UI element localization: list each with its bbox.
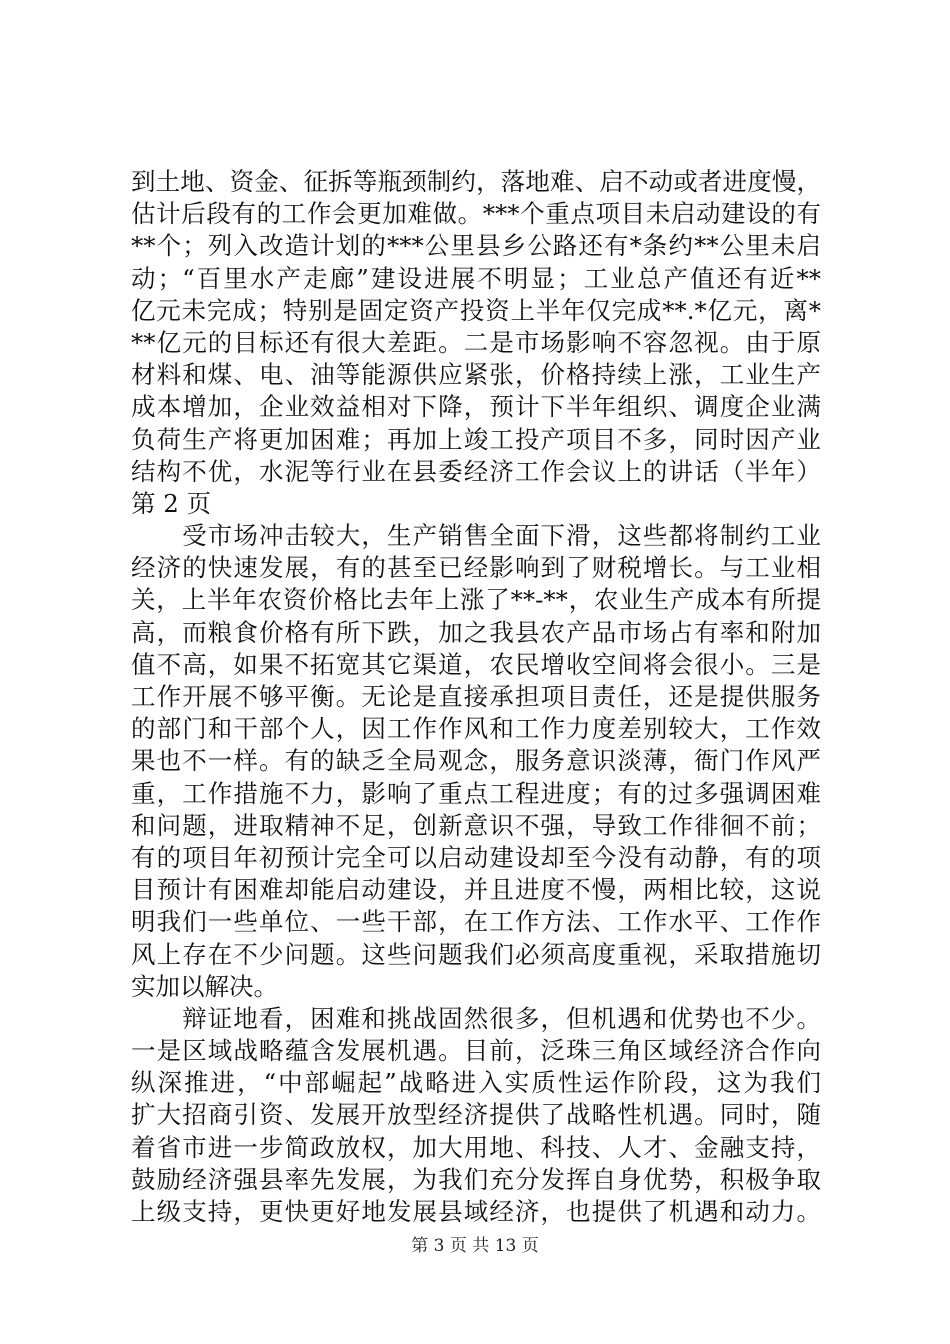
text-line: 估计后段有的工作会更加难做。***个重点项目未启动建设的有 [131, 199, 821, 229]
text-line: 上级支持，更快更好地发展县域经济，也提供了机遇和动力。 [131, 1197, 821, 1226]
text-line: 的部门和干部个人，因工作作风和工作力度差别较大，工作效 [131, 714, 821, 744]
text-line: 扩大招商引资、发展开放型经济提供了战略性机遇。同时，随 [131, 1100, 821, 1130]
text-line: 动；“百里水产走廊”建设进展不明显；工业总产值还有近** [131, 263, 821, 293]
text-line: 明我们一些单位、一些干部，在工作方法、工作水平、工作作 [131, 907, 821, 937]
text-line: 亿元未完成；特别是固定资产投资上半年仅完成**.*亿元，离* [131, 295, 821, 325]
text-line: 纵深推进，“中部崛起”战略进入实质性运作阶段，这为我们 [131, 1068, 821, 1098]
text-line: 结构不优，水泥等行业在县委经济工作会议上的讲话（半年） [131, 456, 821, 486]
text-line: 风上存在不少问题。这些问题我们必须高度重视，采取措施切 [131, 939, 821, 969]
text-line: **亿元的目标还有很大差距。二是市场影响不容忽视。由于原 [131, 327, 821, 357]
text-line: 有的项目年初预计完全可以启动建设却至今没有动静，有的项 [131, 842, 821, 872]
text-line: 工作开展不够平衡。无论是直接承担项目责任，还是提供服务 [131, 682, 821, 711]
document-body [131, 166, 821, 1228]
text-line: 辩证地看，困难和挑战固然很多，但机遇和优势也不少。 [131, 1003, 821, 1033]
text-line: 实加以解决。 [131, 971, 278, 1001]
text-line: 一是区域战略蕴含发展机遇。目前，泛珠三角区域经济合作向 [131, 1036, 821, 1066]
text-line: 负荷生产将更加困难；再加上竣工投产项目不多，同时因产业 [131, 424, 821, 454]
text-line: 到土地、资金、征拆等瓶颈制约，落地难、启不动或者进度慢， [131, 167, 821, 196]
text-line: **个；列入改造计划的***公里县乡公路还有*条约**公里未启 [131, 231, 821, 261]
text-line: 高，而粮食价格有所下跌，加之我县农产品市场占有率和附加 [131, 617, 821, 647]
text-line: 材料和煤、电、油等能源供应紧张，价格持续上涨，工业生产 [131, 360, 821, 390]
text-line: 第 2 页 [131, 488, 212, 518]
text-line: 关，上半年农资价格比去年上涨了**-**，农业生产成本有所提 [131, 585, 821, 615]
text-line: 重，工作措施不力，影响了重点工程进度；有的过多强调困难 [131, 778, 821, 808]
page-footer: 第 3 页 共 13 页 [411, 1236, 539, 1256]
text-line: 目预计有困难却能启动建设，并且进度不慢，两相比较，这说 [131, 875, 821, 905]
text-line: 果也不一样。有的缺乏全局观念，服务意识淡薄，衙门作风严 [131, 746, 821, 776]
text-line: 成本增加，企业效益相对下降，预计下半年组织、调度企业满 [131, 392, 821, 422]
text-line: 着省市进一步简政放权，加大用地、科技、人才、金融支持， [131, 1132, 821, 1162]
text-line: 和问题，进取精神不足，创新意识不强，导致工作徘徊不前； [131, 810, 821, 840]
text-line: 值不高，如果不拓宽其它渠道，农民增收空间将会很小。三是 [131, 649, 821, 679]
text-line: 受市场冲击较大，生产销售全面下滑，这些都将制约工业 [131, 521, 821, 551]
text-line: 鼓励经济强县率先发展，为我们充分发挥自身优势，积极争取 [131, 1164, 821, 1194]
text-line: 经济的快速发展，有的甚至已经影响到了财税增长。与工业相 [131, 553, 821, 583]
